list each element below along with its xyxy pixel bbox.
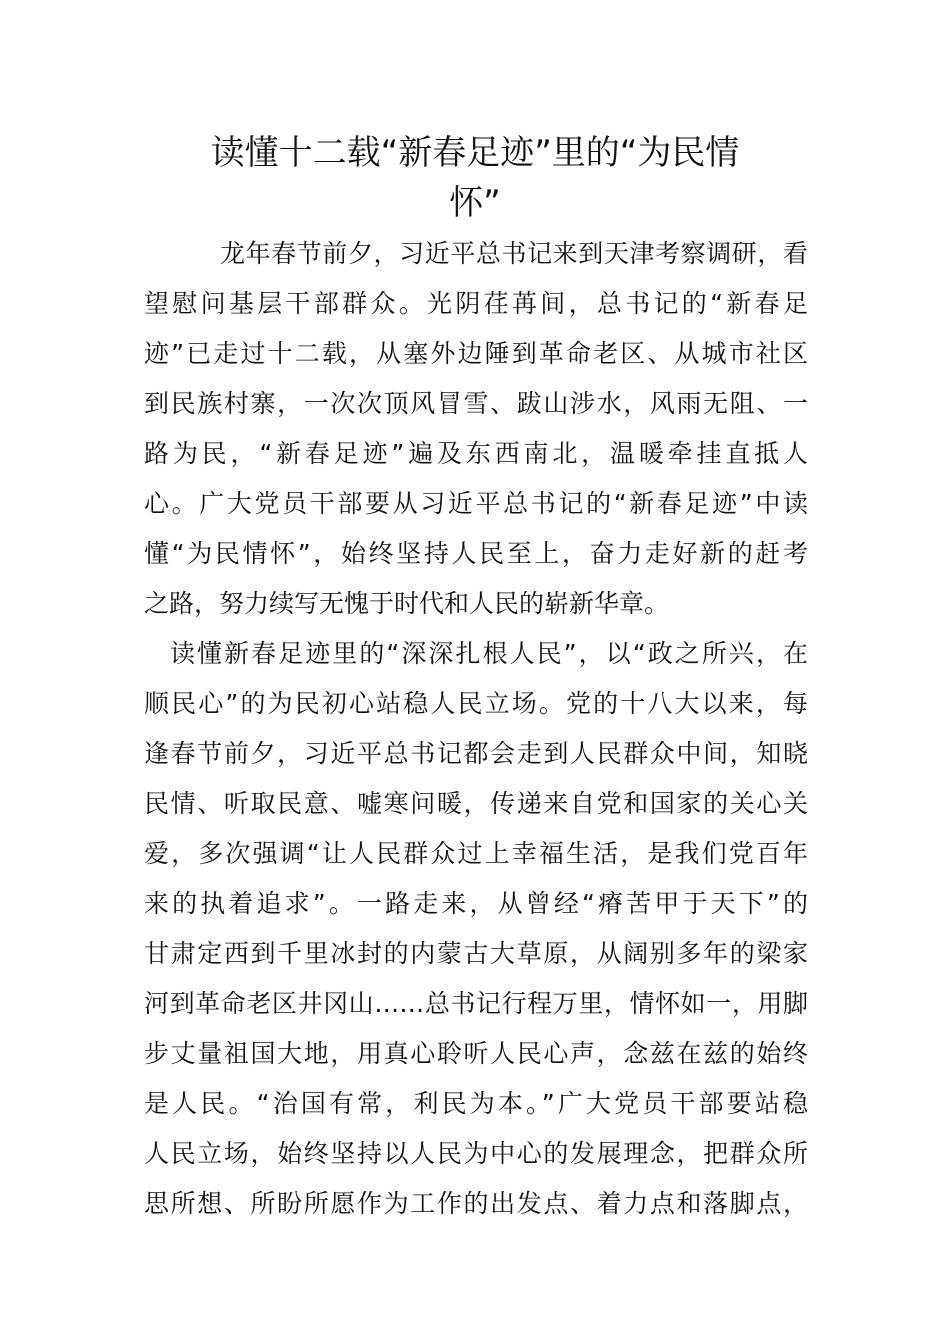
title-line: 读懂十二载“新春足迹”里的“为民情 — [210, 133, 740, 173]
paragraph-line: 心。广大党员干部要从习近平总书记的“新春足迹”中读 — [144, 489, 808, 518]
paragraph-line: 懂“为民情怀”，始终坚持人民至上，奋力走好新的赶考 — [144, 539, 808, 568]
paragraph-line: 人民立场，始终坚持以人民为中心的发展理念，把群众所 — [144, 1139, 808, 1168]
paragraph-line: 是人民。“治国有常，利民为本。”广大党员干部要站稳 — [144, 1089, 808, 1118]
document-title — [140, 128, 810, 228]
paragraph-line: 步丈量祖国大地，用真心聆听人民心声，念兹在兹的始终 — [144, 1039, 808, 1068]
paragraph-line: 之路，努力续写无愧于时代和人民的崭新华章。 — [144, 589, 670, 618]
paragraph-line: 迹”已走过十二载，从塞外边陲到革命老区、从城市社区 — [144, 339, 808, 368]
paragraph-line: 望慰问基层干部群众。光阴荏苒间，总书记的“新春足 — [144, 289, 808, 318]
paragraph-line: 读懂新春足迹里的“深深扎根人民”，以“政之所兴，在 — [170, 639, 808, 668]
paragraph-line: 爱，多次强调“让人民群众过上幸福生活，是我们党百年 — [144, 839, 808, 868]
paragraph-2 — [144, 629, 808, 1229]
document-body — [144, 229, 808, 1229]
paragraph-line: 民情、听取民意、嘘寒问暖，传递来自党和国家的关心关 — [144, 789, 808, 818]
paragraph-line: 到民族村寨，一次次顶风冒雪、跋山涉水，风雨无阻、一 — [144, 389, 808, 418]
paragraph-line: 逢春节前夕，习近平总书记都会走到人民群众中间，知晓 — [144, 739, 808, 768]
paragraph-line: 甘肃定西到千里冰封的内蒙古大草原，从阔别多年的梁家 — [144, 939, 808, 968]
paragraph-line: 来的执着追求”。一路走来，从曾经“瘠苦甲于天下”的 — [144, 889, 808, 918]
paragraph-line: 思所想、所盼所愿作为工作的出发点、着力点和落脚点， — [144, 1189, 808, 1218]
paragraph-line: 路为民，“新春足迹”遍及东西南北，温暖牵挂直抵人 — [144, 439, 808, 468]
paragraph-line: 顺民心”的为民初心站稳人民立场。党的十八大以来，每 — [144, 689, 808, 718]
title-line: 怀” — [449, 183, 501, 223]
paragraph-line: 河到革命老区井冈山……总书记行程万里，情怀如一，用脚 — [144, 989, 808, 1018]
paragraph-line: 龙年春节前夕，习近平总书记来到天津考察调研，看 — [220, 239, 808, 268]
paragraph-1 — [144, 229, 808, 629]
